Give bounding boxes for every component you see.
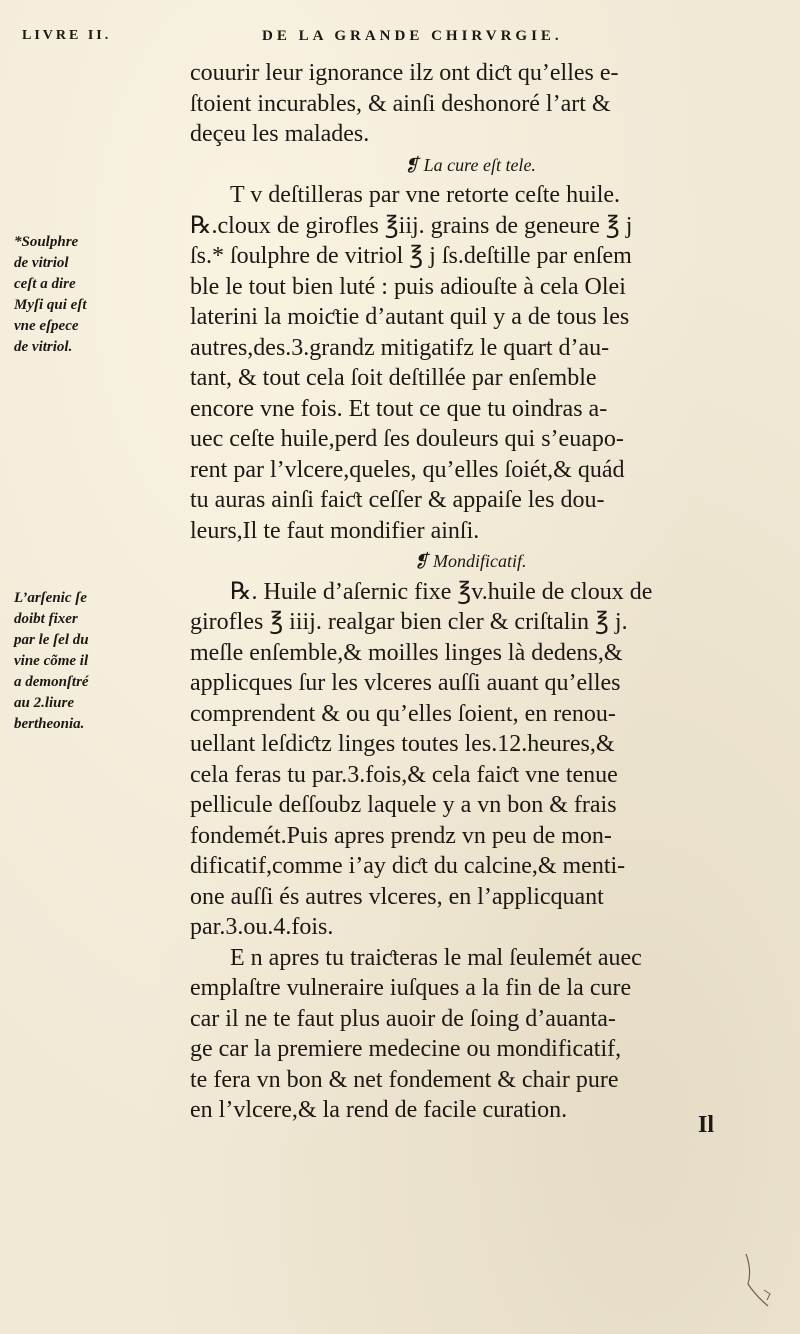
running-header-book: LIVRE II. bbox=[22, 28, 112, 43]
text-line: couurir leur ignorance ilz ont diƈt qu’elles e- bbox=[190, 60, 619, 86]
text-line: car il ne te faut plus auoir de ſoing d’auanta- bbox=[190, 1005, 616, 1032]
text-line: uellant leſdiƈtz linges toutes les.12.heures,& bbox=[190, 731, 615, 757]
text-line: en l’vlcere,& la rend de facile curation. bbox=[190, 1097, 568, 1123]
text-line: rent par l’vlcere,queles, qu’elles ſoiét,& quád bbox=[190, 456, 625, 483]
margin-note-line: ceſt a dire bbox=[14, 276, 76, 292]
margin-note-line: au 2.liure bbox=[14, 695, 75, 711]
margin-note-line: vine cõme il bbox=[14, 653, 89, 669]
text-line: leurs,Il te faut mondifier ainſi. bbox=[190, 517, 480, 544]
margin-note-soulphre bbox=[14, 232, 179, 358]
running-header bbox=[22, 28, 742, 54]
margin-note-line: a demonſtré bbox=[14, 674, 89, 690]
text-line: laterini la moiƈtie d’autant quil y a de tous les bbox=[190, 304, 630, 330]
catchword: Il bbox=[698, 1112, 715, 1138]
text-line: ℞. Huile d’aſernic fixe ℥v.huile de cloux de bbox=[230, 578, 653, 605]
text-line: comprendent & ou qu’elles ſoient, en renou- bbox=[190, 700, 616, 727]
text-line: encore vne fois. Et tout ce que tu oindras a- bbox=[190, 395, 608, 422]
text-line: ge car la premiere medecine ou mondificatif, bbox=[190, 1036, 622, 1062]
text-line: tant, & tout cela ſoit deſtillée par enſemble bbox=[190, 365, 597, 391]
text-line: pellicule deſſoubz laquele y a vn bon & frais bbox=[190, 792, 617, 818]
text-line: te fera vn bon & net fondement & chair pure bbox=[190, 1066, 619, 1093]
margin-note-line: de vitriol bbox=[14, 255, 69, 271]
text-line: tu auras ainſi faiƈt ceſſer & appaiſe les dou- bbox=[190, 487, 605, 513]
margin-note-line: Myſi qui eſt bbox=[14, 297, 87, 313]
margin-note-line: vne eſpece bbox=[14, 318, 79, 334]
text-line: ℞.cloux de girofles ℥iij. grains de geneure ℥ j bbox=[190, 212, 633, 239]
margin-note-line: bertheonia. bbox=[14, 716, 85, 732]
text-line: T v deſtilleras par vne retorte ceſte huile. bbox=[230, 182, 621, 208]
text-line: emplaſtre vulneraire iuſques a la fin de la cure bbox=[190, 975, 632, 1001]
text-line: par.3.ou.4.fois. bbox=[190, 914, 334, 940]
margin-note-line: L’arſenic ſe bbox=[14, 590, 87, 606]
text-line: applicques ſur les vlceres auſſi auant qu’elles bbox=[190, 670, 621, 696]
text-line: one auſſi és autres vlceres, en l’applicquant bbox=[190, 883, 604, 910]
text-line: meſle enſemble,& moilles linges là dedens,& bbox=[190, 639, 623, 666]
running-header-title: DE LA GRANDE CHIRVRGIE. bbox=[262, 28, 563, 44]
text-line: ſtoient incurables, & ainſi deshonoré l’art & bbox=[190, 90, 611, 117]
text-line: autres,des.3.grandz mitigatifz le quart d’au- bbox=[190, 334, 610, 361]
margin-note-arsenic bbox=[14, 588, 179, 735]
text-line: E n apres tu traiƈteras le mal ſeulemét auec bbox=[230, 944, 642, 971]
main-text-block bbox=[190, 58, 750, 1126]
text-line: ſs.* ſoulphre de vitriol ℥ j ſs.deſtille par enſem bbox=[190, 243, 632, 269]
section-heading: ❡ Mondificatif. bbox=[413, 551, 527, 571]
margin-note-line: doibt fixer bbox=[14, 611, 78, 627]
text-line: deçeu les malades. bbox=[190, 121, 370, 147]
margin-note-line: de vitriol. bbox=[14, 339, 73, 355]
text-line: ble le tout bien luté : puis adiouſte à cela Olei bbox=[190, 273, 626, 300]
margin-note-line: *Soulphre bbox=[14, 234, 79, 250]
section-heading: ❡ La cure eſt tele. bbox=[404, 154, 536, 175]
text-line: dificatif,comme i’ay diƈt du calcine,& menti- bbox=[190, 853, 626, 879]
margin-note-line: par le ſel du bbox=[14, 632, 89, 648]
text-line: girofles ℥ iiij. realgar bien cler & criſtalin ℥ j. bbox=[190, 609, 628, 635]
page-smudge-mark bbox=[738, 1250, 778, 1310]
text-line: uec ceſte huile,perd ſes douleurs qui s’euapo- bbox=[190, 426, 624, 452]
text-line: cela feras tu par.3.fois,& cela faiƈt vne tenue bbox=[190, 761, 618, 788]
text-line: fondemét.Puis apres prendz vn peu de mon- bbox=[190, 822, 612, 849]
